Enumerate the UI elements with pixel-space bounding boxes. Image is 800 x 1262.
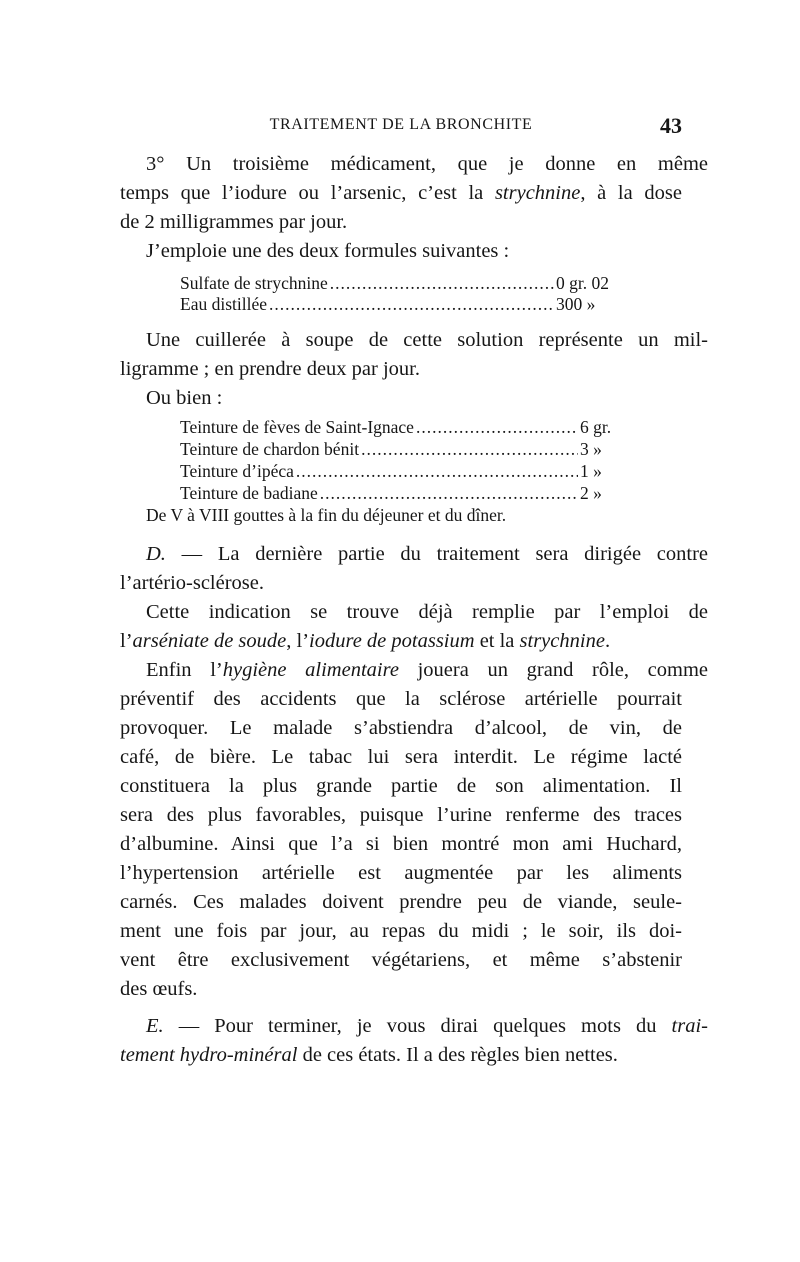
paragraph-line: des œufs.: [120, 978, 198, 1000]
paragraph-line: sera des plus favorables, puisque l’urine renferme des traces: [120, 804, 682, 826]
running-title: TRAITEMENT DE LA BRONCHITE: [269, 116, 533, 133]
page-header: [120, 113, 682, 138]
paragraph-line: E. — Pour terminer, je vous dirai quelques mots du trai-: [146, 1015, 708, 1037]
paragraph-line: constituera la plus grande partie de son alimentation. Il: [120, 775, 682, 797]
paragraph-line: provoquer. Le malade s’abstiendra d’alcool, de vin, de: [120, 717, 682, 739]
paragraph-line: Enfin l’hygiène alimentaire jouera un grand rôle, comme: [146, 659, 709, 681]
paragraph-line: tement hydro-minéral de ces états. Il a des règles bien nettes.: [120, 1044, 618, 1066]
formula-line: Eau distillée ..... 300 »: [180, 293, 640, 315]
paragraph-line: Une cuillerée à soupe de cette solution représente un mil-: [146, 329, 708, 351]
paragraph-line: carnés. Ces malades doivent prendre peu de viande, seule-: [120, 891, 682, 913]
paragraph-line: 3° Un troisième médicament, que je donne en même: [146, 153, 708, 175]
paragraph-line: temps que l’iodure ou l’arsenic, c’est la strychnine, à la dose: [120, 182, 682, 204]
paragraph-line: l’hypertension artérielle est augmentée par les aliments: [120, 862, 682, 884]
emphasis: strychnine: [494, 182, 581, 204]
paragraph-line: Ou bien :: [146, 387, 223, 409]
section-letter: D.: [146, 543, 166, 565]
formula-line: Teinture de fèves de Saint-Ignace ..... 6 gr.: [180, 416, 626, 438]
formula-line: Sulfate de strychnine ..... 0 gr. 02: [180, 272, 640, 294]
page-number: 43: [660, 113, 682, 138]
paragraph-line: ligramme ; en prendre deux par jour.: [120, 358, 420, 380]
section-letter: E.: [146, 1015, 164, 1037]
paragraph-line: Cette indication se trouve déjà remplie par l’emploi de: [146, 601, 708, 623]
paragraph-line: J’emploie une des deux formules suivantes :: [146, 240, 510, 262]
paragraph-line: l’artério-sclérose.: [120, 572, 264, 594]
paragraph-line: d’albumine. Ainsi que l’a si bien montré mon ami Huchard,: [120, 833, 682, 855]
formula-line: Teinture de chardon bénit ..... 3 »: [180, 438, 626, 460]
paragraph-line: ment une fois par jour, au repas du midi ; le soir, ils doi-: [120, 920, 682, 942]
formula-line: Teinture de badiane ..... 2 »: [180, 482, 626, 504]
dosage-instruction: De V à VIII gouttes à la fin du déjeuner et du dîner.: [146, 505, 507, 525]
formula-line: Teinture d’ipéca ..... 1 »: [180, 460, 626, 482]
paragraph-line: D. — La dernière partie du traitement sera dirigée contre: [146, 543, 708, 565]
paragraph-line: préventif des accidents que la sclérose artérielle pourrait: [120, 688, 682, 710]
paragraph-line: de 2 milligrammes par jour.: [120, 211, 348, 233]
paragraph-line: l’arséniate de soude, l’iodure de potassium et la strychnine.: [120, 630, 611, 652]
paragraph-line: café, de bière. Le tabac lui sera interdit. Le régime lacté: [120, 746, 682, 768]
paragraph-line: vent être exclusivement végétariens, et même s’abstenir: [120, 949, 682, 971]
